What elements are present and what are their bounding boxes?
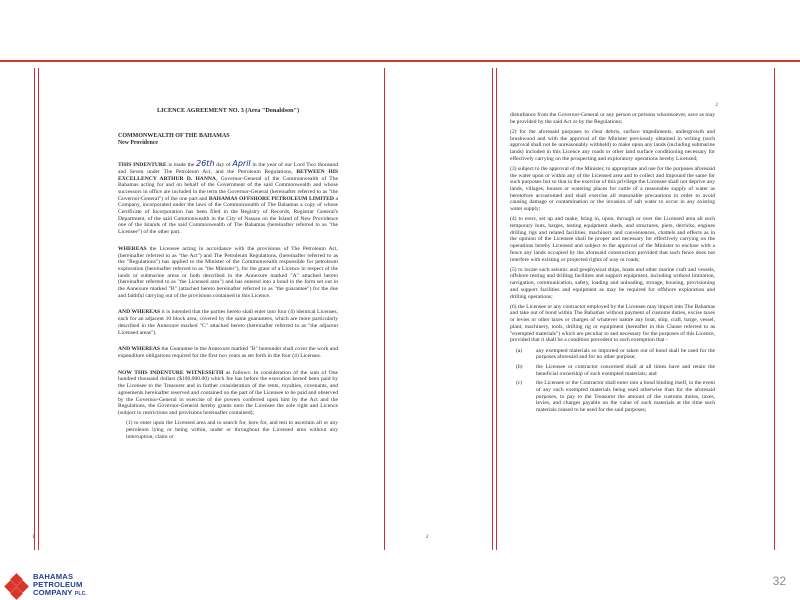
clause-5: (5) to locate such seismic and geophysical ships, boats and other marine craft and vessels, offshore testing and drilling facilities and support equipment, including without limitation, navigation, communication, safety, loading and unloading, storage, housing, provisioning and support facilities and equipment as may be required for offshore exploration and drilling operations; [510, 266, 715, 300]
clause-1: (1) to enter upon the Licensed area and to search for, bore for, and test to ascertain all or any petroleum lying or being within, under or throughout the Licensed area without any interruption, claim or [126, 420, 338, 440]
page-2-footer-mark: 2 [426, 535, 429, 540]
document-page-1 [14, 68, 404, 550]
commonwealth-heading: COMMONWEALTH OF THE BAHAMAS [118, 132, 230, 139]
margin-line [492, 68, 493, 550]
margin-line [34, 68, 35, 550]
margin-line [496, 68, 497, 550]
licence-title: LICENCE AGREEMENT NO. 3 (Area "Donaldson") [156, 107, 300, 114]
new-providence-heading: New Providence [118, 140, 158, 147]
top-red-rule [0, 60, 800, 62]
margin-line [774, 68, 775, 550]
document-page-2 [410, 68, 788, 550]
logo-wordmark: BAHAMAS PETROLEUM COMPANY PLC. [33, 572, 88, 597]
clause-4: (4) to erect, set up and make, bring in, upon, through or over the Licensed area all such temporary huts, barges, testing equipment sheds, and structures, piers, derricks, engines drilling rigs and related facilities, machinery and conveniences, chattels and effects as in the opinion of the Licensee shall be proper and necessary for effectively carrying on the operations hereby Licensed and subject to the approval of the Minister to enclose with a fence any lands occupied by the aforesaid construction provided that such fence does not interfere with existing or projected rights of way or roads; [510, 216, 715, 263]
indenture-paragraph: THIS INDENTURE is made the 26th day of April in the year of our Lord Two thousand and Seven under The Petroleum Act, and the Petroleum Regulations, BETWEEN HIS EXCELLENCY ARTHUR D. HANNA, Governor-General of the Commonwealth of The Bahamas acting for and on behalf of the Government of the said Commonwealth and whose successors in office are included in the term the Governor-General (hereinafter referred to as "the Governor-General") of the one part and BAHAMAS OFFSHORE PETROLEUM LIMITED a Company, incorporated under the laws of the Commonwealth of The Bahamas a copy of whose Certificate of Incorporation has been filed in the Registry of Records, Registrar General's Department, of the said Commonwealth in the City of Nassau on the Island of New Providence one of the Islands of the said Commonwealth of The Bahamas (hereinafter referred to as "the Licensee") of the other part. [118, 159, 339, 236]
page-1-footer-mark: 1 [32, 535, 35, 540]
whereas-paragraph-2: AND WHEREAS it is intended that the parties hereto shall enter into four (4) identical Licenses, each for an adjacent 10 block area, covered by the same guarantees, which are more particularly described in the Annexure marked "C" attached hereto (hereinafter referred to as "the adjacent Licensed areas"). [118, 309, 338, 336]
clause-2: (2) for the aforesaid purposes to clear debris, surface impediments, undergrowth and brushwood and with the approval of the Minister previously obtained in writing (such approval shall not be unreasonably withheld) to make upon any lands (including submarine lands) included in this Licence any roads or other land surface conditioning necessary for effectively carrying on the prospecting and exploratory operations hereby Licensed; [510, 128, 715, 162]
company-logo [4, 573, 87, 598]
page-1-text [118, 108, 338, 444]
page-2-text [510, 112, 715, 417]
logo-diamonds-icon [4, 574, 30, 598]
handwritten-day: 26th [196, 159, 215, 169]
handwritten-month: April [232, 159, 251, 169]
sub-clause-c: (c) the Licensee or the Contractor shall enter into a bond binding itself, in the event of any such exempted materials being used otherwise than for the aforesaid purposes, to pay to the Treasurer the amount of the customs duties, taxes, levies, and charges payable on the value of such materials at the time such materials ceased to be used for the said purposes; [516, 380, 715, 414]
slide-number: 32 [772, 574, 786, 588]
whereas-paragraph-3: AND WHEREAS the Guarantee in the Annexure marked "B" hereunder shall cover the work and expenditure obligations required for the first two years as set forth in the four (4) Licenses. [118, 346, 338, 359]
clause-6: (6) the Licensee or any contractor employed by the Licensee may import into The Bahamas and take out of bond within The Bahamas without payment of customs duties, excise taxes or levies or other taxes or charges of whatever nature any boat, ship, craft, barge, vessel, plant, machinery, tools, drilling rig or equipment (hereafter in this Clause referred to as "exempted materials") which are peculiar to and necessary for the purposes of this Licence, provided that it shall be a condition precedent to such exemption that - [510, 303, 715, 344]
page-2-number: 2 [715, 103, 718, 108]
sub-clause-b: (b) the Licensee or contractor concerned shall at all times have and retain the beneficial ownership of such exempted materials; and [516, 363, 715, 377]
clause-1-continued: disturbance from the Governor-General or any person or persons whomsoever, save as may be provided by the said Act or by the Regulations; [510, 112, 715, 125]
whereas-paragraph-1: WHEREAS the Licensee acting in accordance with the provisions of The Petroleum Act, (hereinafter referred to as "the Act") and The Petroleum Regulations, (hereinafter referred to as the "Regulations") has applied to the Minister of the Commonwealth responsible for petroleum exploration (hereinafter referred to as "the Minister"), for the grant of a Licence in respect of the lands or submarine areas or both described in the Annexure marked "A" attached hereto (hereinafter referred to as "the Licensed area") and has entered into a bond in the form set out in the Annexure marked "B" (attached hereto hereinafter referred to as "the guarantee") for the due and faithful carrying out of the provisions contained in this Licence. [118, 245, 338, 299]
margin-line [38, 68, 39, 550]
witnesseth-paragraph: NOW THIS INDENTURE WITNESSETH as follows: In consideration of the sum of One hundred thousand dollars ($100,000.00) which fee has before the execution hereof been paid by the Licensee to the Treasurer and in further consideration of the rents, royalties, covenants, and agreements hereinafter reserved and contained on the part of the Licensee to be paid and observed by the Governor-General in exercise of the powers conferred upon him by the Act and the Regulations, the Governor-General hereby grants unto the Licensee the sole right and Licence (subject to restrictions and provisions hereinafter contained); [118, 369, 338, 416]
clause-3: (3) subject to the approval of the Minister, to appropriate and use for the purposes aforesaid the water upon or within any of the Licensed area and to collect and impound the same for such purposes but so that in the exercise of this privilege the Licensee shall not deprive any lands, villages, houses or watering places for cattle of a reasonable supply of water as heretofore accustomed and shall exercise all reasonable precautions in order to avoid causing damage or contamination or the invasion of salt water to occur in any existing water supply; [510, 165, 715, 213]
sub-clause-a: (a) any exempted materials so imported or taken out of bond shall be used for the purposes aforesaid and for no other purpose; [516, 347, 715, 361]
margin-line [384, 68, 385, 550]
